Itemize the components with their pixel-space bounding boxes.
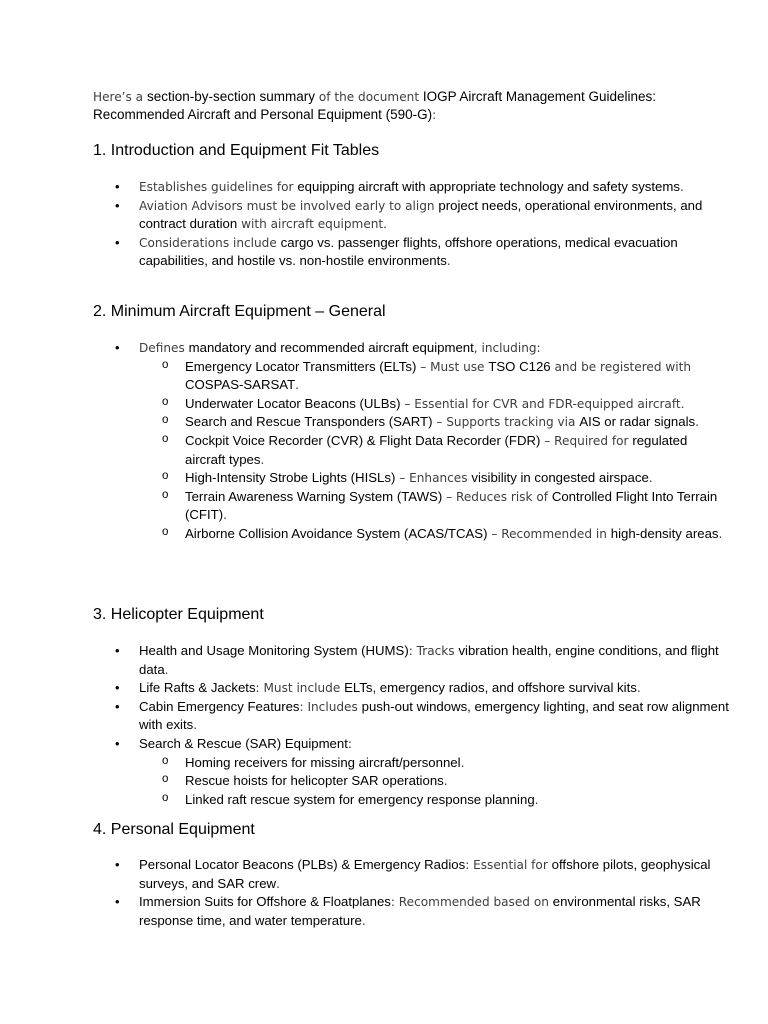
- item-emphasis: project needs, operational environments, and contract duration: [139, 197, 703, 232]
- section-1-list: [93, 178, 729, 271]
- section-heading-2: 2. Minimum Aircraft Equipment – General: [93, 303, 386, 320]
- item-text: : Must include: [255, 681, 345, 696]
- section-2-list: [93, 339, 729, 544]
- document-title: IOGP Aircraft Management Guidelines: Recommended Aircraft and Personal Equipment (590-G): [93, 89, 657, 122]
- item-text: .: [648, 471, 653, 486]
- item-text: – Required for: [540, 433, 633, 448]
- list-item: [139, 856, 729, 893]
- item-text: with aircraft equipment.: [237, 217, 388, 232]
- item-text: , including:: [473, 341, 541, 355]
- section-heading-3: 3. Helicopter Equipment: [93, 606, 264, 623]
- item-emphasis: Life Rafts & Jackets: [139, 680, 256, 696]
- list-item: [139, 642, 729, 679]
- item-text: – Essential for CVR and FDR-equipped aircraft.: [400, 396, 685, 411]
- item-emphasis: Personal Locator Beacons (PLBs) & Emergency Radios: [139, 857, 466, 872]
- sublist-item: [185, 754, 729, 773]
- item-text: Aviation Advisors must be involved early to align: [139, 198, 439, 213]
- section-4-list: [93, 856, 729, 930]
- item-text: Establishes guidelines for: [139, 180, 298, 194]
- intro-emphasis: section-by-section summary: [146, 89, 315, 104]
- item-emphasis: cargo vs. passenger flights, offshore operations, medical evacuation capabilities, and hostile vs. non-hostile environments: [139, 234, 678, 269]
- item-emphasis: Terrain Awareness Warning System (TAWS): [185, 488, 443, 504]
- item-emphasis: environmental risks, SAR response time, and water temperature: [139, 894, 701, 928]
- sublist-item: [185, 488, 729, 525]
- item-emphasis: Rescue hoists for helicopter SAR operations: [185, 773, 444, 789]
- item-text: : Essential for: [465, 858, 552, 872]
- item-emphasis: Search & Rescue (SAR) Equipment: [139, 735, 348, 751]
- list-item: [139, 197, 729, 234]
- section-3-list: [93, 642, 729, 809]
- item-emphasis: high-density areas: [610, 525, 719, 541]
- item-text: Considerations include: [139, 235, 281, 250]
- item-text: – Must use: [416, 359, 489, 374]
- item-emphasis: vibration health, engine conditions, and flight data: [139, 643, 719, 677]
- item-emphasis: AIS or radar signals: [579, 414, 696, 430]
- item-emphasis: Cabin Emergency Features: [139, 698, 300, 714]
- list-item: [139, 679, 729, 698]
- item-text: .: [223, 508, 227, 523]
- intro-paragraph: [93, 88, 713, 124]
- sublist-item: [185, 432, 729, 469]
- item-text: : Recommended based on: [390, 895, 553, 910]
- item-text: .: [446, 254, 451, 269]
- item-emphasis: offshore pilots, geophysical surveys, and SAR crew: [139, 857, 711, 891]
- item-text: .: [460, 755, 465, 770]
- sublist-item: [185, 469, 729, 488]
- item-emphasis: Emergency Locator Transmitters (ELTs): [185, 358, 417, 374]
- item-text: Defines: [139, 341, 189, 355]
- item-text: .: [534, 792, 539, 807]
- item-text: : Tracks: [408, 644, 459, 658]
- item-emphasis: High-Intensity Strobe Lights (HISLs): [185, 470, 396, 486]
- item-text: – Recommended in: [487, 526, 611, 541]
- section-heading-4: 4. Personal Equipment: [93, 821, 255, 838]
- list-item: [139, 234, 729, 271]
- item-emphasis: regulated aircraft types: [185, 432, 688, 467]
- list-item: [139, 698, 729, 735]
- item-emphasis: equipping aircraft with appropriate technology and safety systems: [297, 179, 680, 194]
- item-emphasis: Airborne Collision Avoidance System (ACAS/TCAS): [185, 525, 488, 541]
- sublist-item: [185, 395, 729, 414]
- list-item: [139, 339, 729, 544]
- item-text: .: [718, 526, 723, 541]
- item-text: – Reduces risk of: [442, 489, 552, 504]
- sublist-item: [185, 772, 729, 791]
- item-text: .: [260, 452, 265, 467]
- list-item: [139, 735, 729, 809]
- item-emphasis: Cockpit Voice Recorder (CVR) & Flight Data Recorder (FDR): [185, 432, 541, 448]
- sublist-item: [185, 358, 729, 395]
- item-text: .: [636, 681, 641, 696]
- item-emphasis: Immersion Suits for Offshore & Floatplanes: [139, 894, 391, 910]
- list-item: [139, 178, 729, 197]
- item-text: – Supports tracking via: [432, 415, 580, 430]
- item-text: – Enhances: [395, 471, 472, 486]
- sublist-item: [185, 791, 729, 810]
- item-emphasis: COSPAS-SARSAT: [185, 377, 296, 393]
- item-emphasis: Health and Usage Monitoring System (HUMS): [139, 643, 409, 658]
- item-emphasis: Linked raft rescue system for emergency response planning: [185, 791, 535, 807]
- item-emphasis: Homing receivers for missing aircraft/personnel: [185, 754, 461, 770]
- item-text: and be registered with: [550, 359, 692, 374]
- sublist-item: [185, 525, 729, 544]
- equipment-sublist: [139, 358, 729, 544]
- item-text: .: [695, 415, 699, 430]
- item-emphasis: Underwater Locator Beacons (ULBs): [185, 395, 401, 411]
- item-emphasis: push-out windows, emergency lighting, and seat row alignment with exits: [139, 698, 729, 733]
- item-emphasis: Search and Rescue Transponders (SART): [185, 414, 433, 430]
- list-item: [139, 893, 729, 930]
- item-text: .: [443, 774, 448, 789]
- intro-text: Here’s a: [93, 90, 147, 104]
- item-text: .: [276, 876, 280, 891]
- sublist-item: [185, 413, 729, 432]
- item-text: :: [347, 736, 352, 751]
- section-heading-1: 1. Introduction and Equipment Fit Tables: [93, 142, 380, 159]
- sar-sublist: [139, 754, 729, 810]
- item-emphasis: visibility in congested airspace: [471, 470, 649, 486]
- item-emphasis: Controlled Flight Into Terrain (CFIT): [185, 488, 718, 523]
- item-text: .: [679, 180, 684, 194]
- intro-text: :: [432, 108, 437, 122]
- item-emphasis: TSO C126: [488, 358, 551, 374]
- item-emphasis: mandatory and recommended aircraft equipment: [188, 340, 474, 355]
- item-emphasis: ELTs, emergency radios, and offshore survival kits: [344, 680, 637, 696]
- intro-text: of the document: [315, 90, 423, 104]
- item-text: .: [361, 913, 366, 928]
- item-text: .: [164, 662, 169, 677]
- item-text: .: [193, 718, 198, 733]
- item-text: : Includes: [299, 699, 362, 714]
- item-text: .: [295, 378, 300, 393]
